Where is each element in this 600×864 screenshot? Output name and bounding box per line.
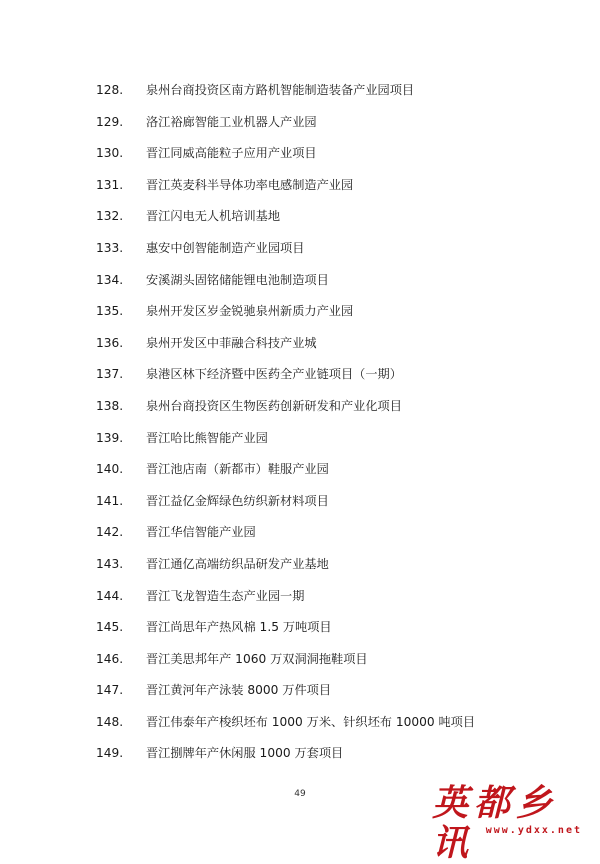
- item-text: 安溪湖头固铭储能锂电池制造项目: [146, 272, 329, 287]
- item-text: 晋江伟泰年产梭织坯布 1000 万米、针织坯布 10000 吨项目: [146, 714, 476, 729]
- item-text: 晋江哈比熊智能产业园: [146, 430, 268, 445]
- item-text: 晋江通亿高端纺织品研发产业基地: [146, 556, 329, 571]
- list-item: [0, 112, 600, 144]
- item-number: 145.: [96, 620, 124, 635]
- item-number: 139.: [96, 430, 124, 445]
- list-item: [0, 428, 600, 460]
- list-item: [0, 680, 600, 712]
- watermark-url: www.ydxx.net: [485, 825, 582, 836]
- item-text: 晋江池店南（新都市）鞋服产业园: [146, 462, 329, 477]
- item-number: 136.: [96, 335, 124, 350]
- list-item: [0, 206, 600, 238]
- item-text: 晋江同威高能粒子应用产业项目: [146, 146, 317, 161]
- list-item: [0, 396, 600, 428]
- item-number: 132.: [96, 209, 124, 224]
- item-number: 134.: [96, 272, 124, 287]
- list-item: [0, 364, 600, 396]
- list-item: [0, 712, 600, 744]
- item-number: 148.: [96, 714, 124, 729]
- item-text: 洛江裕廊智能工业机器人产业园: [146, 114, 317, 129]
- list-item: [0, 80, 600, 112]
- list-item: [0, 554, 600, 586]
- item-number: 128.: [96, 83, 124, 97]
- page-number: 49: [294, 789, 306, 799]
- item-text: 晋江益亿金辉绿色纺织新材料项目: [146, 493, 329, 508]
- item-text: 晋江美思邦年产 1060 万双洞洞拖鞋项目: [146, 651, 368, 666]
- item-number: 135.: [96, 304, 124, 319]
- item-number: 133.: [96, 240, 124, 255]
- list-item: [0, 143, 600, 175]
- watermark-logo: [432, 782, 592, 864]
- list-item: [0, 617, 600, 649]
- list-item: [0, 649, 600, 681]
- list-item: [0, 459, 600, 491]
- item-text: 泉州台商投资区生物医药创新研发和产业化项目: [146, 398, 402, 413]
- item-text: 晋江飞龙智造生态产业园一期: [146, 588, 305, 603]
- list-item: [0, 301, 600, 333]
- watermark-text: 英都乡讯: [432, 782, 559, 864]
- item-text: 泉州开发区中菲融合科技产业城: [146, 335, 317, 350]
- item-text: 泉州台商投资区南方路机智能制造装备产业园项目: [146, 83, 415, 97]
- item-text: 晋江华信智能产业园: [146, 525, 256, 540]
- list-item: [0, 175, 600, 207]
- list-item: [0, 586, 600, 618]
- list-item: [0, 743, 600, 775]
- item-text: 泉州开发区岁金锐驰泉州新质力产业园: [146, 304, 354, 319]
- list-item: [0, 238, 600, 270]
- list-item: [0, 270, 600, 302]
- item-text: 晋江黄河年产泳装 8000 万件项目: [146, 683, 332, 698]
- item-number: 144.: [96, 588, 124, 603]
- item-number: 149.: [96, 746, 124, 761]
- item-text: 惠安中创智能制造产业园项目: [146, 240, 305, 255]
- list-item: [0, 491, 600, 523]
- item-text: 晋江尚思年产热风棉 1.5 万吨项目: [146, 620, 332, 635]
- project-list: [0, 80, 600, 775]
- item-number: 143.: [96, 556, 124, 571]
- item-text: 泉港区林下经济暨中医药全产业链项目（一期）: [146, 367, 402, 382]
- item-number: 141.: [96, 493, 124, 508]
- item-number: 137.: [96, 367, 124, 382]
- item-number: 146.: [96, 651, 124, 666]
- item-number: 130.: [96, 146, 124, 161]
- item-number: 142.: [96, 525, 124, 540]
- item-number: 138.: [96, 398, 124, 413]
- item-number: 147.: [96, 683, 124, 698]
- item-number: 131.: [96, 177, 124, 192]
- item-number: 129.: [96, 114, 124, 129]
- list-item: [0, 522, 600, 554]
- item-number: 140.: [96, 462, 124, 477]
- list-item: [0, 333, 600, 365]
- item-text: 晋江英麦科半导体功率电感制造产业园: [146, 177, 354, 192]
- item-text: 晋江闪电无人机培训基地: [146, 209, 281, 224]
- item-text: 晋江捌牌年产休闲服 1000 万套项目: [146, 746, 344, 761]
